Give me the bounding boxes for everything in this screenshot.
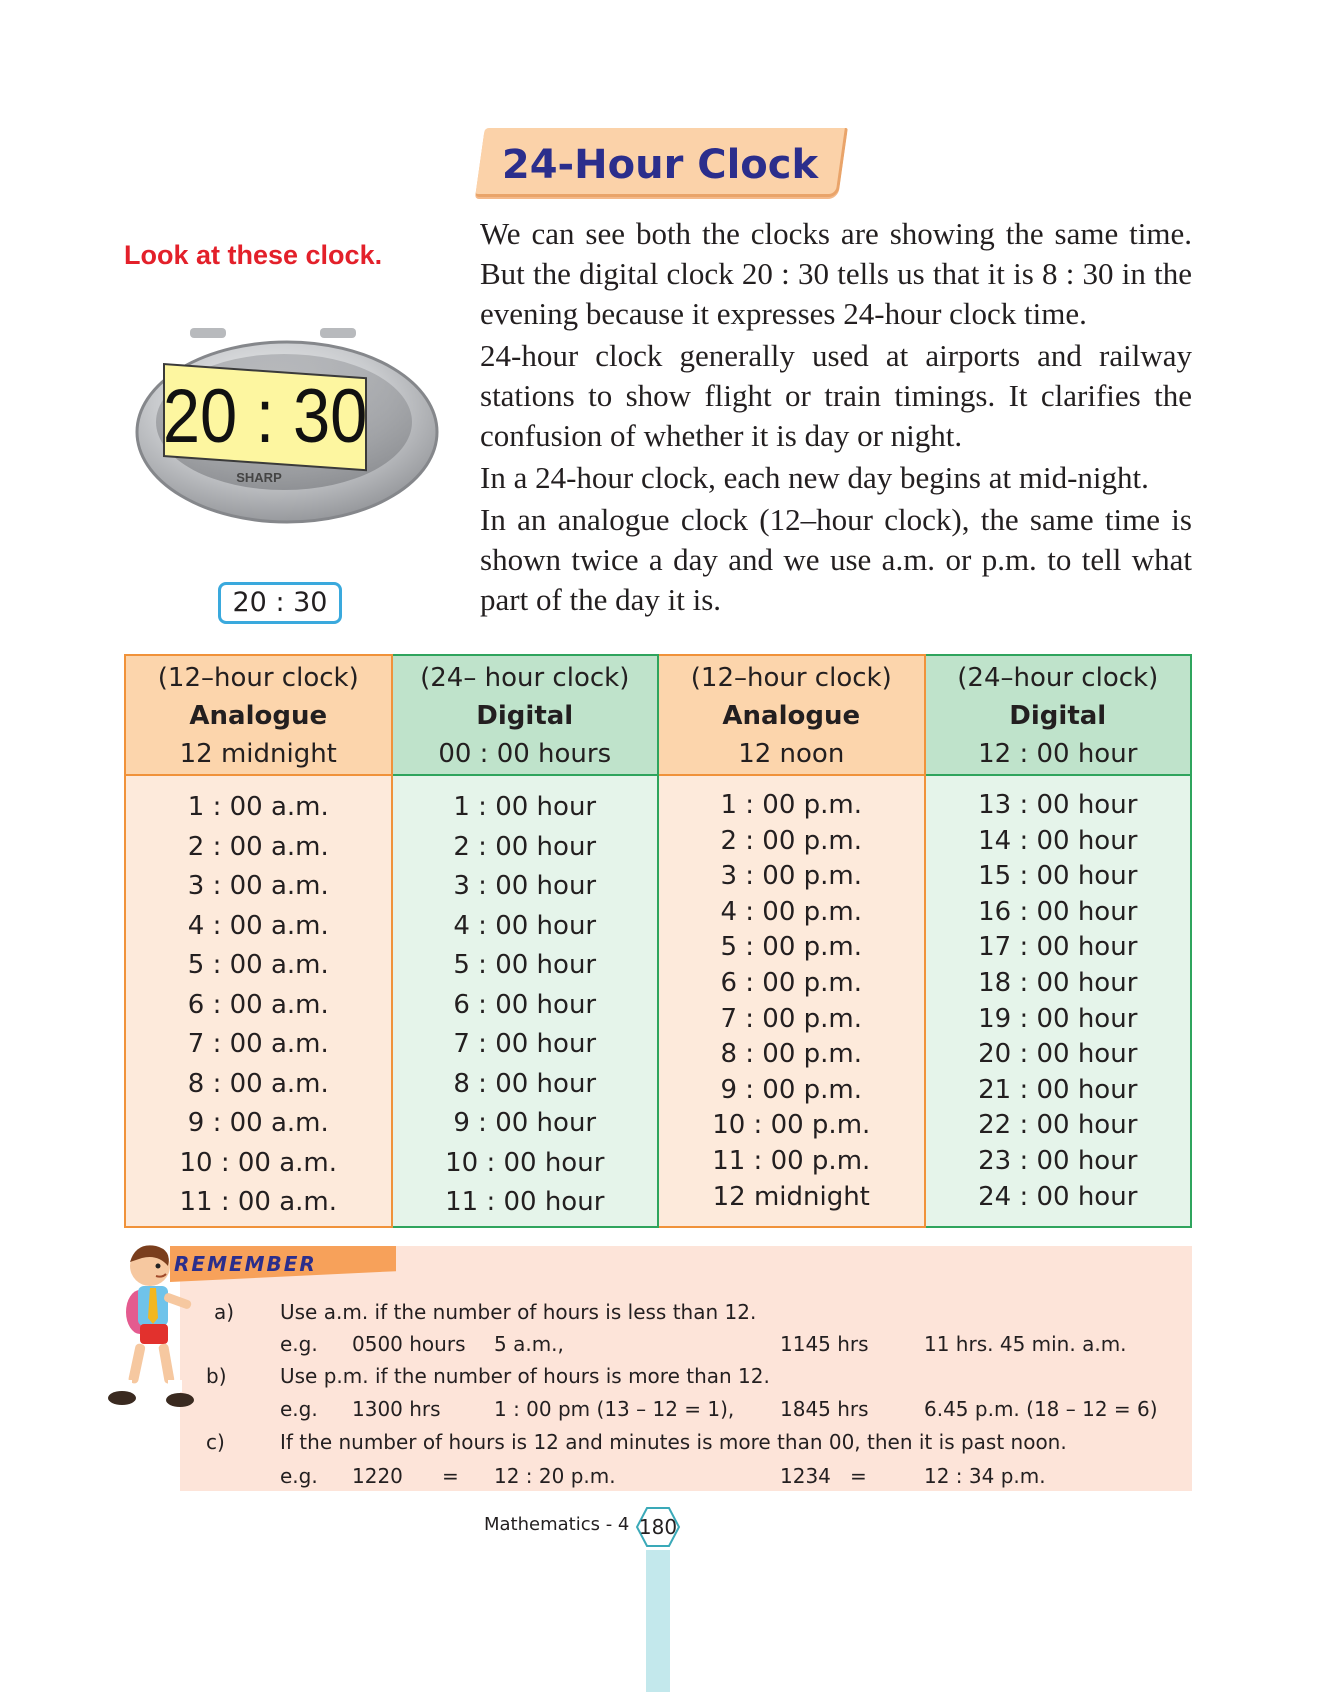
header-name: Analogue — [722, 701, 861, 731]
time-entry: 4 : 00 a.m. — [187, 910, 329, 941]
footer-strip — [646, 1550, 670, 1692]
rule-c-equals-1: = — [442, 1464, 459, 1488]
time-entry: 24 : 00 hour — [978, 1181, 1138, 1212]
header-name: Digital — [476, 701, 574, 731]
intro-paragraph-1: We can see both the clocks are showing the same time. But the digital clock 20 : 30 tells us that it is 8 : 30 in the evening because it expresses 24-hour clock time. — [480, 216, 1192, 331]
time-entry: 7 : 00 a.m. — [187, 1029, 329, 1059]
rule-b-example-1: 1300 hrs — [352, 1397, 441, 1421]
rule-b-eg: e.g. — [280, 1397, 318, 1421]
time-entry: 6 : 00 a.m. — [187, 989, 329, 1020]
time-entry: 6 : 00 hour — [453, 989, 597, 1020]
time-list — [659, 776, 924, 1215]
header-analogue-pm — [658, 655, 925, 775]
header-first-value: 12 midnight — [179, 739, 337, 769]
table-body-row — [125, 775, 1191, 1227]
time-entry: 10 : 00 hour — [445, 1147, 605, 1178]
header-first-value: 12 noon — [738, 739, 845, 769]
header-first-value: 00 : 00 hours — [438, 739, 612, 769]
rule-c-example-1: 1220 — [352, 1464, 403, 1488]
rule-a-example-4: 11 hrs. 45 min. a.m. — [924, 1332, 1127, 1356]
look-label: Look at these clock. — [124, 240, 383, 270]
time-entry: 5 : 00 hour — [453, 950, 597, 980]
clock-display: 20 : 30 — [162, 374, 368, 459]
header-name: Analogue — [189, 701, 328, 731]
time-entry: 2 : 00 a.m. — [187, 831, 329, 862]
time-entry: 2 : 00 hour — [453, 831, 597, 862]
table-header-row — [125, 655, 1191, 775]
rule-c-example-4: 12 : 34 p.m. — [924, 1464, 1046, 1488]
schoolboy-illustration — [106, 1240, 202, 1418]
rule-c-marker: c) — [206, 1430, 225, 1454]
time-entry: 8 : 00 a.m. — [187, 1068, 329, 1099]
time-entry: 1 : 00 a.m. — [187, 792, 329, 822]
time-entry: 10 : 00 a.m. — [179, 1147, 337, 1178]
header-type-line: (12–hour clock) — [157, 663, 359, 693]
time-entry: 22 : 00 hour — [978, 1110, 1138, 1141]
time-entry: 19 : 00 hour — [978, 1003, 1138, 1034]
rule-c-text: If the number of hours is 12 and minutes is more than 00, then it is past noon. — [280, 1430, 1067, 1454]
rule-c-eg: e.g. — [280, 1464, 318, 1488]
rule-a-example-3: 1145 hrs — [780, 1332, 869, 1356]
time-entry: 1 : 00 p.m. — [720, 790, 863, 820]
time-list — [393, 776, 658, 1223]
time-entry: 11 : 00 a.m. — [179, 1187, 337, 1217]
header-digital-pm — [925, 655, 1192, 775]
time-entry: 8 : 00 p.m. — [720, 1039, 863, 1070]
column-digital-am — [392, 775, 659, 1227]
header-name: Digital — [1009, 701, 1107, 731]
intro-paragraph-2: 24-hour clock generally used at airports and railway stations to show flight or train timings. It clarifies the confusion of whether it is day or night. — [480, 338, 1192, 453]
time-entry: 15 : 00 hour — [978, 861, 1138, 892]
time-entry: 20 : 00 hour — [978, 1039, 1138, 1070]
time-entry: 5 : 00 a.m. — [187, 950, 329, 980]
rule-b-text: Use p.m. if the number of hours is more than 12. — [280, 1364, 770, 1388]
header-first-value: 12 : 00 hour — [978, 739, 1138, 769]
page-number: 180 — [638, 1515, 678, 1539]
rule-a-eg: e.g. — [280, 1332, 318, 1356]
remember-label: REMEMBER — [174, 1252, 317, 1276]
time-entry: 17 : 00 hour — [978, 932, 1138, 963]
rule-c-example-3: 1234 — [780, 1464, 831, 1488]
time-entry: 6 : 00 p.m. — [720, 967, 863, 998]
rule-a-marker: a) — [214, 1300, 235, 1324]
time-entry: 21 : 00 hour — [978, 1074, 1138, 1105]
footer-subject: Mathematics - 4 — [484, 1514, 630, 1535]
rule-b-example-4: 6.45 p.m. (18 – 12 = 6) — [924, 1397, 1158, 1421]
time-entry: 7 : 00 hour — [453, 1029, 597, 1059]
time-entry: 12 midnight — [712, 1181, 870, 1212]
header-analogue-am — [125, 655, 392, 775]
time-entry: 7 : 00 p.m. — [720, 1003, 863, 1034]
rule-b-example-2: 1 : 00 pm (13 – 12 = 1), — [494, 1397, 735, 1421]
clock-caption: 20 : 30 — [218, 582, 342, 624]
time-entry: 9 : 00 hour — [453, 1108, 597, 1138]
time-entry: 4 : 00 p.m. — [720, 896, 863, 927]
time-entry: 14 : 00 hour — [978, 825, 1138, 856]
header-type-line: (24–hour clock) — [957, 663, 1159, 693]
time-list — [926, 776, 1191, 1215]
header-type-line: (24– hour clock) — [420, 663, 630, 693]
rule-a-example-2: 5 a.m., — [494, 1332, 564, 1356]
time-entry: 23 : 00 hour — [978, 1145, 1138, 1176]
page-title: 24-Hour Clock — [501, 142, 819, 188]
time-entry: 3 : 00 p.m. — [720, 861, 863, 892]
rule-a-example-1: 0500 hours — [352, 1332, 466, 1356]
clock-brand: SHARP — [236, 470, 282, 485]
time-entry: 11 : 00 hour — [445, 1187, 605, 1217]
time-entry: 13 : 00 hour — [978, 790, 1138, 820]
time-entry: 10 : 00 p.m. — [712, 1110, 871, 1141]
time-entry: 9 : 00 a.m. — [187, 1108, 329, 1138]
time-entry: 1 : 00 hour — [453, 792, 597, 822]
intro-paragraph-3: In a 24-hour clock, each new day begins at mid-night. — [480, 460, 1149, 495]
rule-a-text: Use a.m. if the number of hours is less than 12. — [280, 1300, 757, 1324]
time-conversion-table — [124, 654, 1192, 1228]
time-entry: 4 : 00 hour — [453, 910, 597, 941]
rule-b-marker: b) — [206, 1364, 227, 1388]
time-entry: 11 : 00 p.m. — [712, 1145, 871, 1176]
column-analogue-pm — [658, 775, 925, 1227]
rule-c-example-2: 12 : 20 p.m. — [494, 1464, 616, 1488]
time-entry: 18 : 00 hour — [978, 967, 1138, 998]
time-entry: 3 : 00 hour — [453, 871, 597, 901]
rule-c-equals-2: = — [850, 1464, 867, 1488]
rule-b-example-3: 1845 hrs — [780, 1397, 869, 1421]
intro-paragraph-4: In an analogue clock (12–hour clock), the same time is shown twice a day and we use a.m. or p.m. to tell what part of the day it is. — [480, 502, 1192, 617]
time-entry: 16 : 00 hour — [978, 896, 1138, 927]
column-analogue-am — [125, 775, 392, 1227]
time-entry: 5 : 00 p.m. — [720, 932, 863, 963]
header-digital-am — [392, 655, 659, 775]
intro-text — [480, 214, 1192, 622]
digital-clock-image — [134, 322, 440, 528]
time-entry: 3 : 00 a.m. — [187, 871, 329, 901]
time-list — [126, 776, 391, 1223]
column-digital-pm — [925, 775, 1192, 1227]
time-entry: 9 : 00 p.m. — [720, 1074, 863, 1105]
header-type-line: (12–hour clock) — [690, 663, 892, 693]
time-entry: 2 : 00 p.m. — [720, 825, 863, 856]
time-entry: 8 : 00 hour — [453, 1068, 597, 1099]
